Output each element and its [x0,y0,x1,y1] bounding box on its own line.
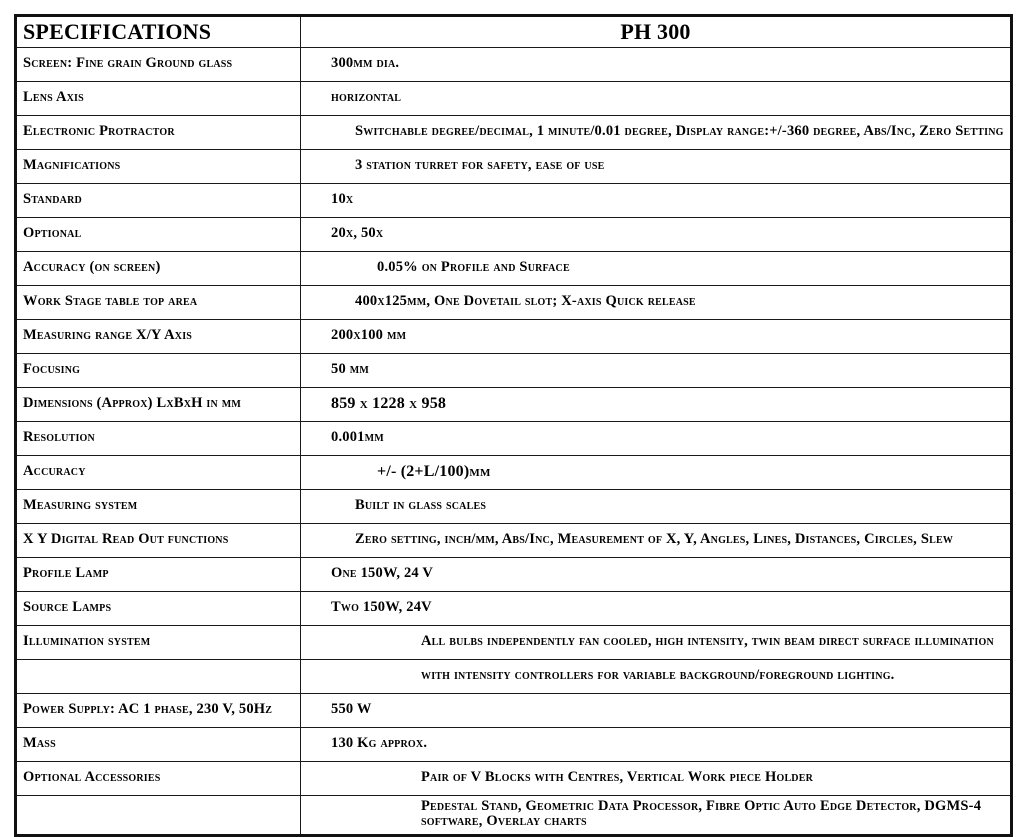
spec-label: Power Supply: AC 1 phase, 230 V, 50Hz [16,694,301,728]
table-row [16,82,1012,116]
table-row [16,150,1012,184]
spec-value: 400x125mm, One Dovetail slot; X-axis Quick release [301,286,1012,320]
spec-value: 200x100 mm [301,320,1012,354]
spec-label: Work Stage table top area [16,286,301,320]
spec-label: Magnifications [16,150,301,184]
spec-value: 550 W [301,694,1012,728]
table-row [16,762,1012,796]
spec-value: All bulbs independently fan cooled, high intensity, twin beam direct surface illumination [301,626,1012,660]
spec-value: Two 150W, 24V [301,592,1012,626]
spec-value: 20x, 50x [301,218,1012,252]
spec-label: Measuring system [16,490,301,524]
spec-label: Resolution [16,422,301,456]
spec-label: Source Lamps [16,592,301,626]
spec-value: One 150W, 24 V [301,558,1012,592]
table-row [16,320,1012,354]
table-row [16,422,1012,456]
spec-label: Lens Axis [16,82,301,116]
spec-label: Profile Lamp [16,558,301,592]
table-row [16,728,1012,762]
spec-label: Accuracy (on screen) [16,252,301,286]
spec-label: Illumination system [16,626,301,660]
table-row [16,796,1012,835]
table-row [16,592,1012,626]
table-row [16,490,1012,524]
table-row [16,184,1012,218]
spec-value: 300mm dia. [301,48,1012,82]
spec-value: horizontal [301,82,1012,116]
spec-label: Optional Accessories [16,762,301,796]
table-row [16,524,1012,558]
spec-value: Zero setting, inch/mm, Abs/Inc, Measurement of X, Y, Angles, Lines, Distances, Circles, Slew [301,524,1012,558]
spec-value: Pair of V Blocks with Centres, Vertical Work piece Holder [301,762,1012,796]
table-row [16,354,1012,388]
spec-label: Focusing [16,354,301,388]
spec-label: Measuring range X/Y Axis [16,320,301,354]
spec-value: 50 mm [301,354,1012,388]
table-row [16,694,1012,728]
spec-value: Pedestal Stand, Geometric Data Processor, Fibre Optic Auto Edge Detector, DGMS-4 software, Overlay charts [301,796,1012,835]
spec-label: X Y Digital Read Out functions [16,524,301,558]
header-model: PH 300 [301,16,1012,48]
spec-value: 0.001mm [301,422,1012,456]
table-body [16,16,1012,836]
specifications-table [14,14,1013,837]
spec-label [16,660,301,694]
spec-label: Electronic Protractor [16,116,301,150]
table-row [16,286,1012,320]
spec-label: Standard [16,184,301,218]
table-row [16,116,1012,150]
spec-value: 859 x 1228 x 958 [301,388,1012,422]
table-row [16,558,1012,592]
spec-value: 0.05% on Profile and Surface [301,252,1012,286]
table-row [16,660,1012,694]
spec-label: Optional [16,218,301,252]
spec-value: Switchable degree/decimal, 1 minute/0.01 degree, Display range:+/-360 degree, Abs/Inc, Zero Setting [301,116,1012,150]
table-row [16,48,1012,82]
table-row [16,218,1012,252]
spec-label [16,796,301,835]
spec-value: 130 Kg approx. [301,728,1012,762]
spec-value: Built in glass scales [301,490,1012,524]
table-row [16,388,1012,422]
spec-label: Dimensions (Approx) LxBxH in mm [16,388,301,422]
spec-label: Accuracy [16,456,301,490]
spec-value: 10x [301,184,1012,218]
table-header-row [16,16,1012,48]
table-row [16,252,1012,286]
spec-value: +/- (2+L/100)µm [301,456,1012,490]
table-row [16,626,1012,660]
spec-value: 3 station turret for safety, ease of use [301,150,1012,184]
spec-value: with intensity controllers for variable background/foreground lighting. [301,660,1012,694]
table-row [16,456,1012,490]
spec-label: Screen: Fine grain Ground glass [16,48,301,82]
header-specifications: SPECIFICATIONS [16,16,301,48]
spec-label: Mass [16,728,301,762]
